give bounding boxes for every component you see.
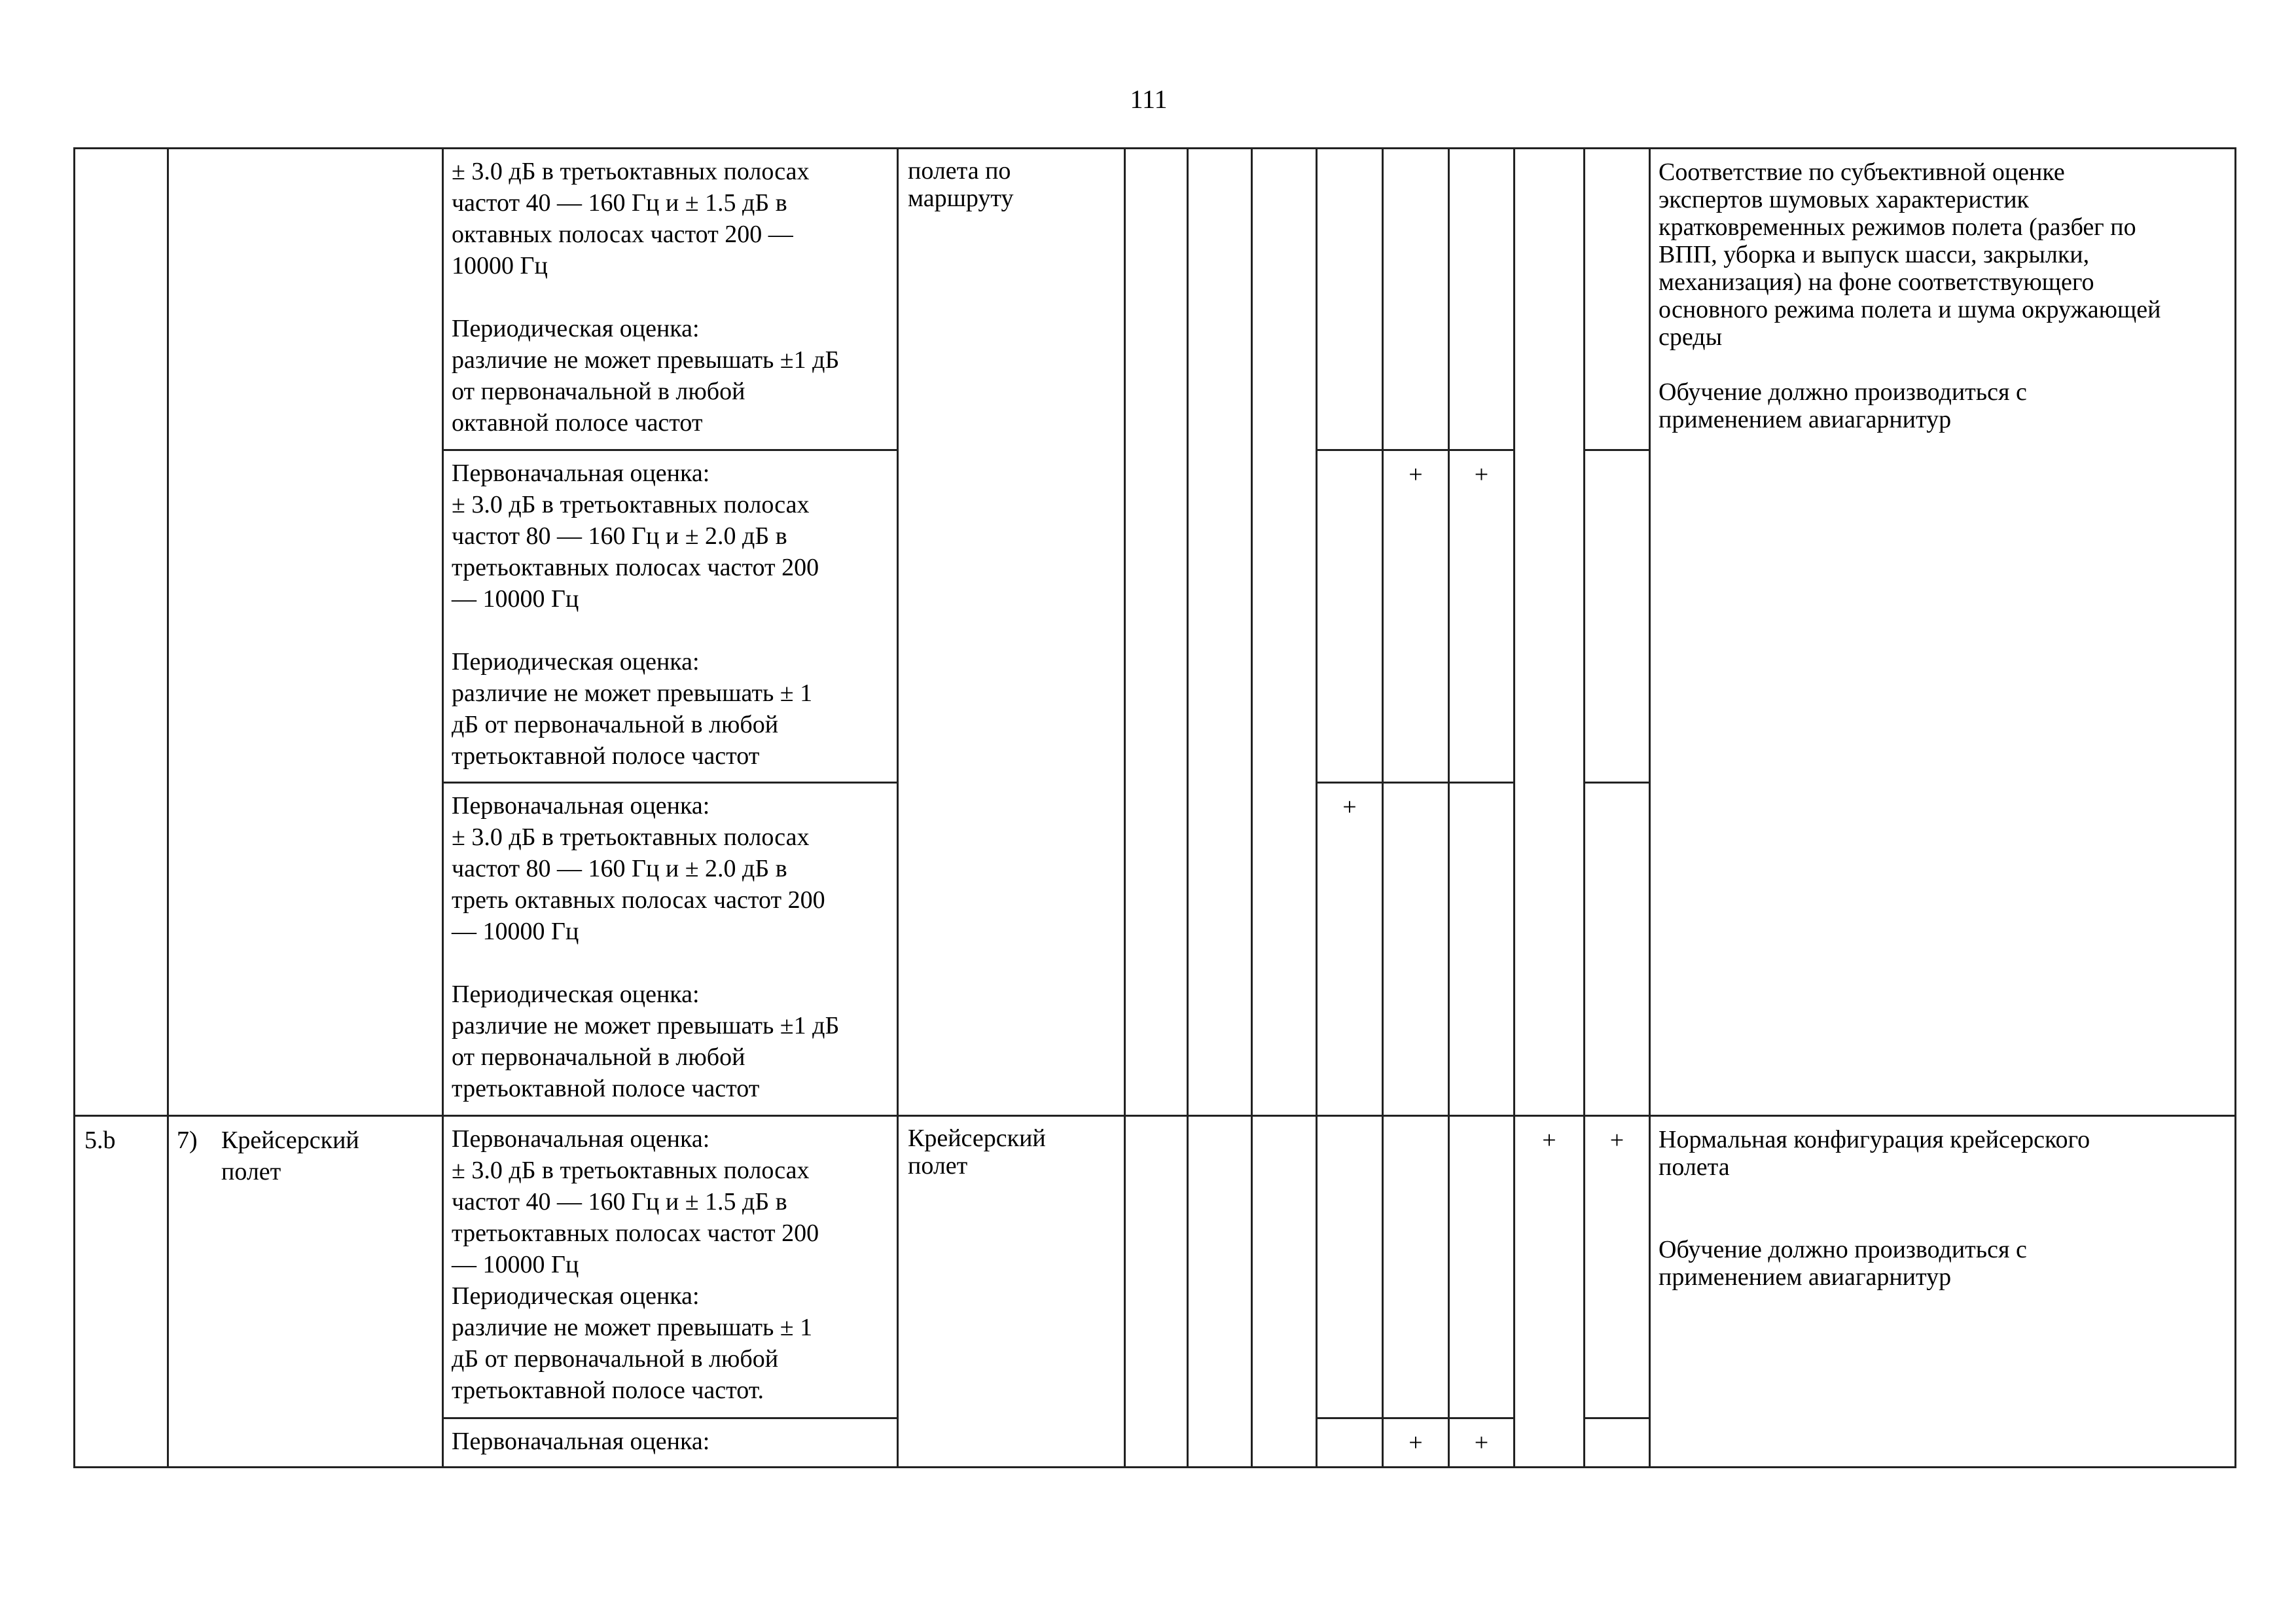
notes-text: Соответствие по субъективной оценке экспертов шумовых характеристик кратковременных режимов полета (разбег по ВПП, уборка и выпуск шасси, закрылки, механизация) на фоне соответствующего основного режима полета и шума окружающей среды Обучение должно производиться с применением авиагарнитур: [1659, 158, 2161, 433]
id-cell: [75, 1116, 168, 1468]
mark-cell: [1585, 1116, 1650, 1418]
mark-cell: [1585, 149, 1650, 450]
requirement-cell: [443, 450, 898, 783]
mark-cell: [1449, 149, 1515, 450]
mark-cell: [1449, 1418, 1515, 1468]
phase-cell: [898, 149, 1125, 1116]
mark-cell: [1252, 1116, 1317, 1468]
item-number: 7): [177, 1127, 198, 1154]
page-number: 111: [1130, 84, 1168, 114]
plus-mark: +: [1609, 1127, 1624, 1154]
notes-text: Нормальная конфигурация крейсерского полета Обучение должно производиться с применением авиагарнитур: [1659, 1126, 2090, 1291]
mark-cell: [1449, 450, 1515, 783]
requirement-cell: [443, 1116, 898, 1418]
mark-cell: [1383, 450, 1449, 783]
requirement-cell: [443, 783, 898, 1116]
requirement-text: Первоначальная оценка: ± 3.0 дБ в третьоктавных полосах частот 40 — 160 Гц и ± 1.5 дБ в третьоктавных полосах частот 200 — 10000 Гц Периодическая оценка: различие не может превышать ± 1 дБ от первоначальной в любой третьоктавной полосе частот.: [452, 1125, 819, 1404]
plus-mark: +: [1542, 1127, 1556, 1154]
item-cell: [168, 149, 443, 1116]
mark-cell: [1515, 1116, 1585, 1468]
mark-cell: [1585, 783, 1650, 1116]
row-id: 5.b: [84, 1127, 116, 1154]
table-row: [75, 149, 2236, 450]
mark-cell: [1585, 1418, 1650, 1468]
requirement-text: ± 3.0 дБ в третьоктавных полосах частот 40 — 160 Гц и ± 1.5 дБ в октавных полосах частот 200 — 10000 Гц Периодическая оценка: различие не может превышать ±1 дБ от первоначальной в любой октавной полосе частот: [452, 158, 840, 437]
requirement-cell: [443, 1418, 898, 1468]
mark-cell: [1317, 1418, 1383, 1468]
mark-cell: [1317, 149, 1383, 450]
plus-mark: +: [1342, 793, 1357, 821]
mark-cell: [1383, 1116, 1449, 1418]
phase-text: полета по маршруту: [908, 157, 1014, 212]
plus-mark: +: [1408, 461, 1423, 488]
mark-cell: [1585, 450, 1650, 783]
phase-text: Крейсерский полет: [908, 1125, 1046, 1180]
plus-mark: +: [1474, 461, 1489, 488]
mark-cell: [1188, 149, 1252, 1116]
id-cell: [75, 149, 168, 1116]
requirement-cell: [443, 149, 898, 450]
mark-cell: [1125, 1116, 1188, 1468]
mark-cell: [1383, 1418, 1449, 1468]
plus-mark: +: [1474, 1429, 1489, 1456]
notes-cell: [1650, 149, 2236, 1116]
mark-cell: [1317, 450, 1383, 783]
requirement-text: Первоначальная оценка: ± 3.0 дБ в третьоктавных полосах частот 80 — 160 Гц и ± 2.0 дБ в третьоктавных полосах частот 200 — 10000 Гц Периодическая оценка: различие не может превышать ± 1 дБ от первоначальной в любой третьоктавной полосе частот: [452, 460, 819, 770]
requirements-table: [73, 147, 2236, 1468]
requirement-text: Первоначальная оценка: ± 3.0 дБ в третьоктавных полосах частот 80 — 160 Гц и ± 2.0 дБ в треть октавных полосах частот 200 — 10000 Гц Периодическая оценка: различие не может превышать ±1 дБ от первоначальной в любой третьоктавной полосе частот: [452, 792, 840, 1102]
notes-cell: [1650, 1116, 2236, 1468]
mark-cell: [1317, 1116, 1383, 1418]
mark-cell: [1449, 783, 1515, 1116]
mark-cell: [1252, 149, 1317, 1116]
mark-cell: [1383, 149, 1449, 450]
mark-cell: [1515, 149, 1585, 1116]
phase-cell: [898, 1116, 1125, 1468]
item-cell: [168, 1116, 443, 1468]
mark-cell: [1125, 149, 1188, 1116]
mark-cell: [1188, 1116, 1252, 1468]
table-row: [75, 1116, 2236, 1418]
mark-cell: [1317, 783, 1383, 1116]
requirement-text: Первоначальная оценка:: [452, 1428, 710, 1455]
plus-mark: +: [1408, 1429, 1423, 1456]
item-name: Крейсерский полет: [221, 1127, 359, 1185]
mark-cell: [1383, 783, 1449, 1116]
mark-cell: [1449, 1116, 1515, 1418]
